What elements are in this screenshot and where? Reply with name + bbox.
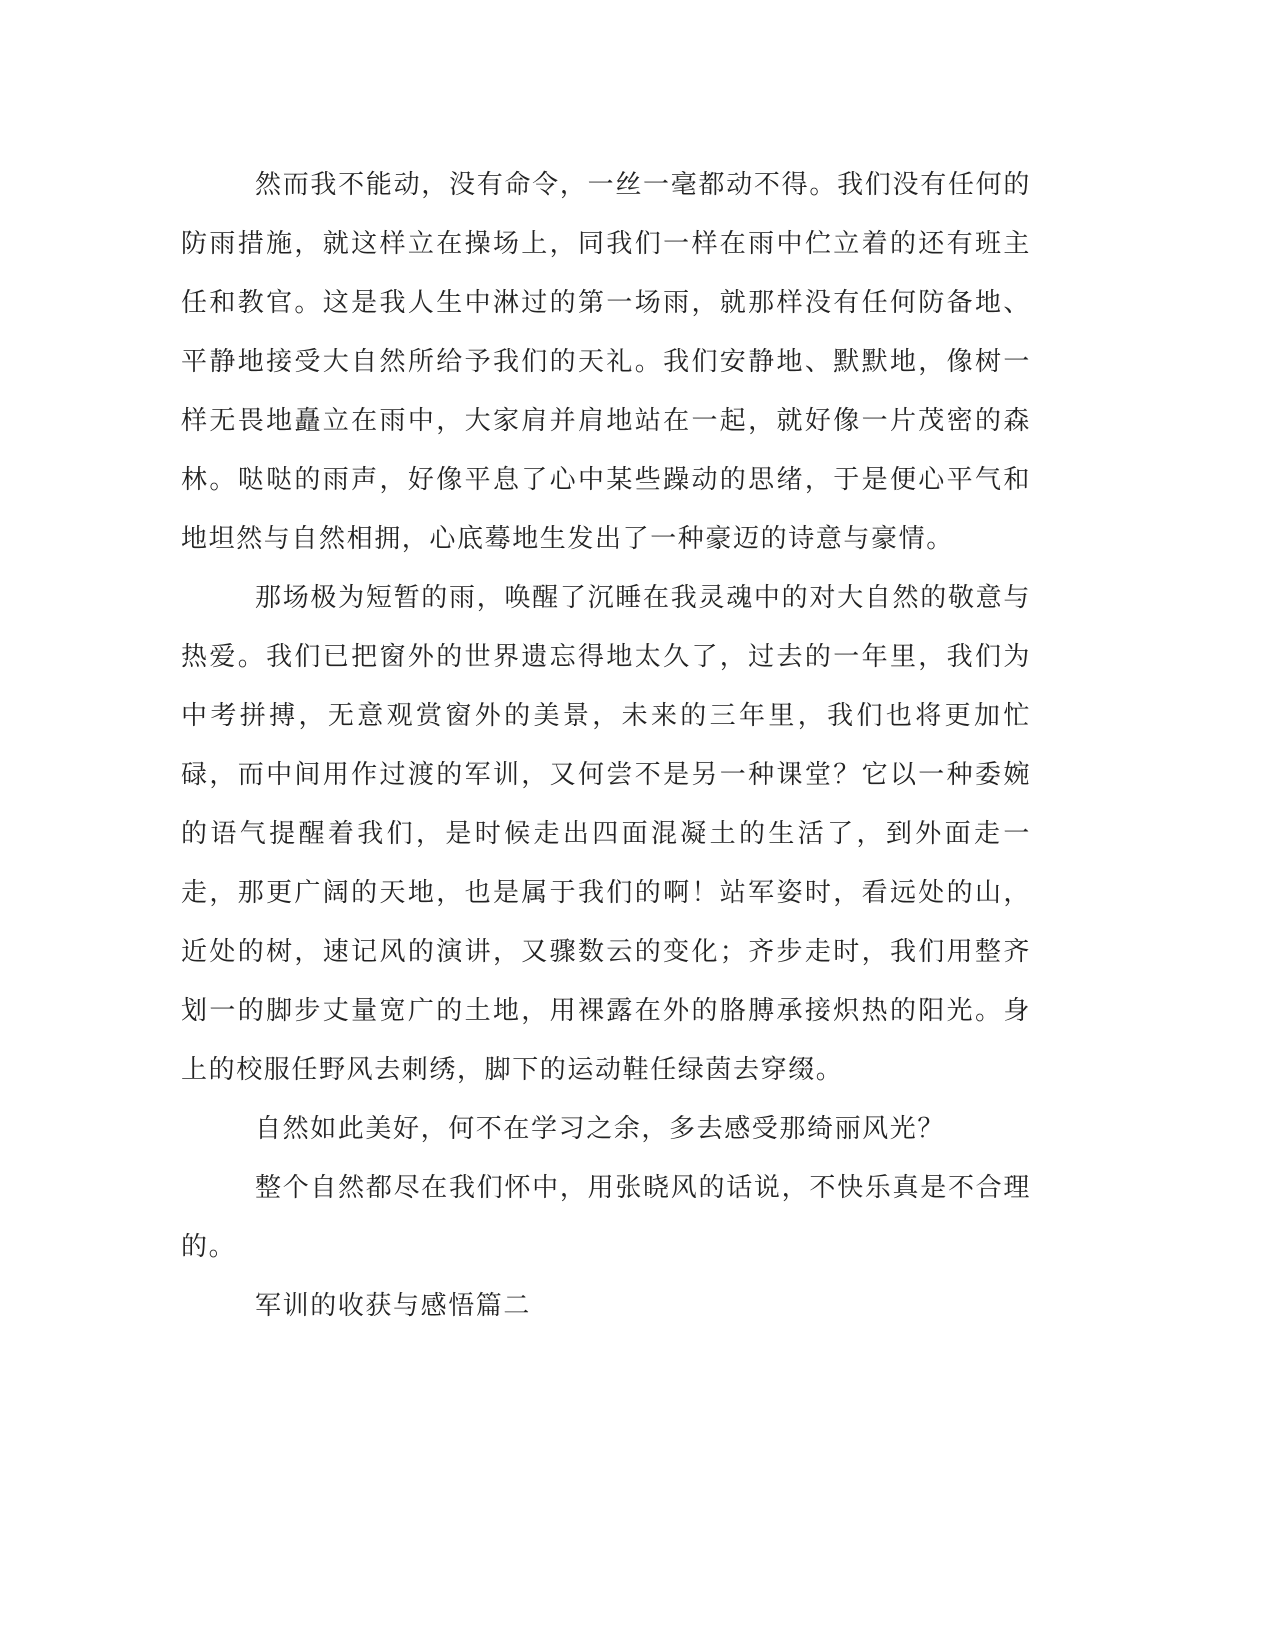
paragraph-2: 那场极为短暂的雨，唤醒了沉睡在我灵魂中的对大自然的敬意与热爱。我们已把窗外的世界遗忘得地太久了，过去的一年里，我们为中考拼搏，无意观赏窗外的美景，未来的三年里，我们也将更加忙碌，而中间用作过渡的军训，又何尝不是另一种课堂？它以一种委婉的语气提醒着我们，是时候走出四面混凝土的生活了，到外面走一走，那更广阔的天地，也是属于我们的啊！站军姿时，看远处的山，近处的树，速记风的演讲，又骤数云的变化；齐步走时，我们用整齐划一的脚步丈量宽广的土地，用裸露在外的胳膊承接炽热的阳光。身上的校服任野风去刺绣，脚下的运动鞋任绿茵去穿缀。 — [181, 583, 1031, 1085]
section-heading: 军训的收获与感悟篇二 — [255, 1291, 532, 1321]
paragraph-3: 自然如此美好，何不在学习之余，多去感受那绮丽风光？ — [255, 1114, 946, 1144]
paragraph-4: 整个自然都尽在我们怀中，用张晓风的话说，不快乐真是不合理的。 — [181, 1173, 1031, 1262]
document-body — [181, 156, 1031, 1336]
paragraph-1: 然而我不能动，没有命令，一丝一毫都动不得。我们没有任何的防雨措施，就这样立在操场上，同我们一样在雨中伫立着的还有班主任和教官。这是我人生中淋过的第一场雨，就那样没有任何防备地、平静地接受大自然所给予我们的天礼。我们安静地、默默地，像树一样无畏地矗立在雨中，大家肩并肩地站在一起，就好像一片茂密的森林。哒哒的雨声，好像平息了心中某些躁动的思绪，于是便心平气和地坦然与自然相拥，心底蓦地生发出了一种豪迈的诗意与豪情。 — [181, 170, 1031, 554]
